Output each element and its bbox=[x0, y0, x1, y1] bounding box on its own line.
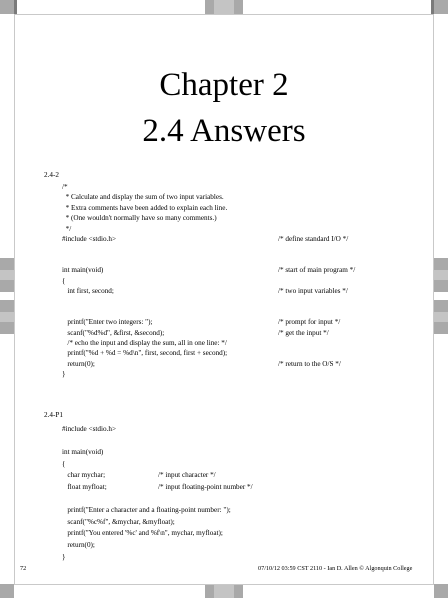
code-line: int first, second; bbox=[62, 287, 114, 295]
footer-info: 07/10/12 03:59 CST 2110 - Ian D. Allen © Algonquin College bbox=[258, 565, 413, 572]
code-line: { bbox=[62, 459, 66, 468]
page-number: 72 bbox=[20, 565, 27, 572]
slide-title bbox=[0, 62, 448, 154]
section-label-2-4-p1: 2.4-P1 bbox=[44, 411, 63, 419]
code-comment: /* input character */ bbox=[158, 471, 216, 480]
code-line: return(0); bbox=[62, 359, 95, 368]
code-line: printf("Enter two integers: "); bbox=[62, 318, 153, 327]
code-line: #include <stdio.h> bbox=[62, 235, 117, 243]
code-line: } bbox=[62, 552, 66, 561]
code-line: */ bbox=[62, 224, 72, 233]
code-line: #include <stdio.h> bbox=[62, 425, 117, 433]
code-line: scanf("%c%f", &mychar, &myfloat); bbox=[62, 517, 175, 526]
code-line: printf("You entered '%c' and %f\n", mychar, myfloat); bbox=[62, 529, 223, 538]
code-line: int main(void) bbox=[62, 266, 104, 275]
code-comment: /* two input variables */ bbox=[278, 287, 348, 295]
code-line: float myfloat; bbox=[62, 483, 107, 491]
code-line: /* bbox=[62, 183, 68, 191]
code-comment: /* input floating-point number */ bbox=[158, 483, 253, 491]
code-line: } bbox=[62, 370, 66, 379]
code-line: scanf("%d%d", &first, &second); bbox=[62, 328, 165, 337]
code-line: * Extra comments have been added to explain each line. bbox=[62, 203, 228, 212]
code-line: { bbox=[62, 276, 66, 285]
code-line: printf("Enter a character and a floating-point number: "); bbox=[62, 506, 231, 515]
code-line: * (One wouldn't normally have so many comments.) bbox=[62, 214, 217, 223]
code-line: /* echo the input and display the sum, all in one line: */ bbox=[62, 339, 227, 347]
code-line: printf("%d + %d = %d\n", first, second, first + second); bbox=[62, 349, 228, 358]
title-chapter: Chapter 2 bbox=[159, 67, 289, 103]
code-comment: /* start of main program */ bbox=[278, 266, 356, 275]
code-comment: /* get the input */ bbox=[278, 328, 329, 337]
code-line: int main(void) bbox=[62, 448, 104, 457]
code-comment: /* define standard I/O */ bbox=[278, 235, 349, 243]
code-comment: /* return to the O/S */ bbox=[278, 359, 341, 368]
section-label-2-4-2: 2.4-2 bbox=[44, 171, 59, 179]
code-line: * Calculate and display the sum of two input variables. bbox=[62, 193, 224, 202]
code-comment: /* prompt for input */ bbox=[278, 318, 341, 327]
code-line: char mychar; bbox=[62, 471, 106, 480]
code-line: return(0); bbox=[62, 541, 95, 549]
title-answers: 2.4 Answers bbox=[142, 113, 306, 149]
